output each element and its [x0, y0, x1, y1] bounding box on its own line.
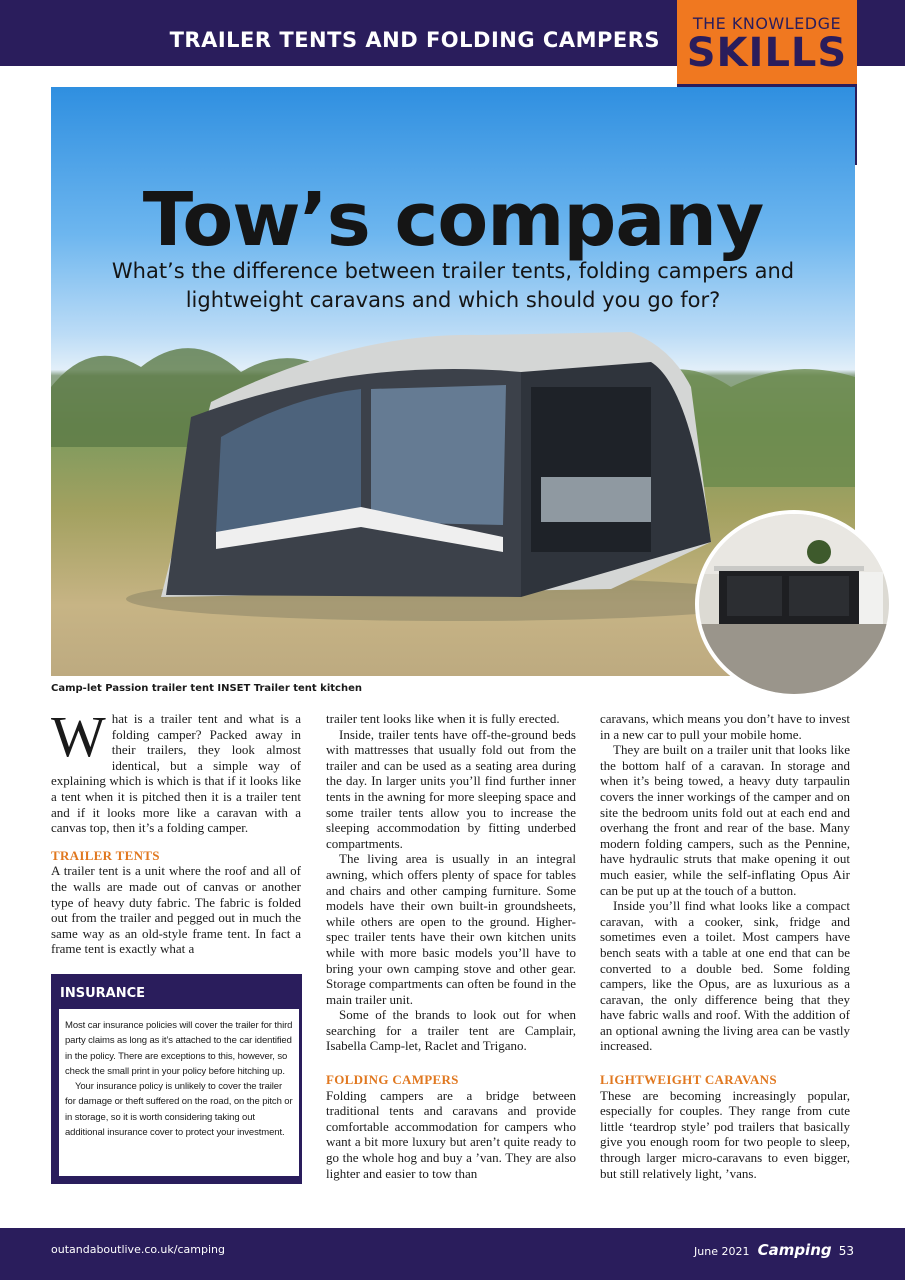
headline: Tow’s company	[142, 177, 764, 263]
paragraph: They are built on a trailer unit that looks like the bottom half of a caravan. In storage and when it’s being towed, a heavy duty tarpaulin covers the inner workings of the camper and on site the bedroom units fold out at each end and overhang the front and rear of the base. Many modern folding campers, such as the Pennine, have hydraulic struts that make opening it out much easier, while the self-inflating Opus Air can be put up at the touch of a button.	[600, 742, 850, 898]
article-column-3	[600, 711, 850, 1181]
intro-text: hat is a trailer tent and what is a folding camper? Packed away in their trailers, they look almost identical, but a simple way of explaining which is which is that if it looks like a tent when it is pitched then it is a trailer tent and if it looks more like a caravan with a canvas top, then it’s a folding camper.	[51, 711, 301, 836]
intro-paragraph	[51, 704, 301, 836]
paragraph: trailer tent looks like when it is fully erected.	[326, 711, 560, 726]
photo-caption: Camp-let Passion trailer tent INSET Trailer tent kitchen	[51, 683, 362, 694]
insurance-body	[59, 1009, 299, 1176]
badge-line2: SKILLS	[686, 30, 848, 76]
paragraph: The living area is usually in an integral awning, which offers plenty of space for tables and chairs and other camping furniture. Some models have their own built-in groundsheets, while others are open to the ground. Higher-spec trailer tents have their own kitchen units while with more basic models you’ll have to bring your own camping stove and other gear. Storage compartments can often be found in the main trailer unit.	[326, 851, 576, 1007]
insurance-title: INSURANCE	[60, 986, 146, 1001]
paragraph: These are becoming increasingly popular, especially for couples. They range from cute little ‘teardrop style’ pod trailers that basically give you enough room for two people to sleep, through larger micro-caravans to even bigger, but still relatively light, ’vans.	[600, 1087, 850, 1181]
heading-trailer-tents: TRAILER TENTS	[51, 847, 160, 863]
footer-folio	[694, 1240, 854, 1259]
footer-date: June 2021	[694, 1245, 750, 1258]
heading-lightweight-caravans: LIGHTWEIGHT CARAVANS	[600, 1072, 777, 1088]
footer-magazine-name: Camping	[757, 1241, 832, 1259]
paragraph: A trailer tent is a unit where the roof and all of the walls are made out of canvas or another type of heavy duty fabric. The fabric is folded out from the trailer and pegged out in much the same way as an old-style frame tent. In fact a frame tent is exactly what a	[51, 863, 301, 957]
badge-top	[677, 0, 857, 84]
paragraph: Inside you’ll find what looks like a compact caravan, with a cooker, sink, fridge and sometimes even a toilet. Most campers have bench seats with a table at one end that can be converted to a double bed. Some folding campers, like the Opus, are as luxurious as a caravan, the only difference being that they have fabric walls and roof. With the addition of an optional awning the living area can be vastly increased.	[600, 898, 850, 1054]
kitchen-unit-illustration	[699, 514, 889, 694]
footer-url[interactable]: outandaboutlive.co.uk/camping	[51, 1243, 225, 1256]
standfirst: What’s the difference between trailer tents, folding campers and lightweight caravans and which should you go for?	[111, 259, 795, 312]
inset-kitchen-photo	[695, 510, 893, 698]
page-number: 53	[838, 1244, 854, 1258]
article-column-1	[51, 704, 301, 957]
paragraph: caravans, which means you don’t have to invest in a new car to pull your mobile home.	[600, 711, 850, 742]
paragraph: Folding campers are a bridge between traditional tents and caravans and provide comfortable accommodation for campers who want a bit more luxury but aren’t quite ready to go the whole hog and buy a ’van. They are also lighter and easier to tow than	[326, 1087, 576, 1181]
article-column-2	[326, 711, 576, 1181]
insurance-paragraph: Most car insurance policies will cover the trailer for third party claims as long as it’s attached to the car identified in the policy. There are exceptions to this, however, so check the small print in your policy before hitching up.	[65, 1020, 293, 1077]
insurance-box	[51, 974, 302, 1184]
paragraph: Some of the brands to look out for when searching for a trailer tent are Camplair, Isabella Camp-let, Raclet and Trigano.	[326, 1007, 576, 1054]
section-title: TRAILER TENTS AND FOLDING CAMPERS	[169, 28, 660, 52]
drop-cap: W	[51, 704, 106, 769]
insurance-paragraph: Your insurance policy is unlikely to cover the trailer for damage or theft suffered on the road, on the pitch or in storage, so it is worth considering taking out additional insurance cover to protect your investment.	[65, 1081, 293, 1139]
heading-folding-campers: FOLDING CAMPERS	[326, 1072, 459, 1088]
badge-line1: THE KNOWLEDGE	[692, 14, 842, 33]
paragraph: Inside, trailer tents have off-the-ground beds with mattresses that usually fold out from the trailer and can be used as a seating area during the day. In larger units you’ll find further inner tents in the awning for more sleeping space and some trailer tents allow you to increase the sleeping accommodation by fitting underbed compartments.	[326, 726, 576, 851]
